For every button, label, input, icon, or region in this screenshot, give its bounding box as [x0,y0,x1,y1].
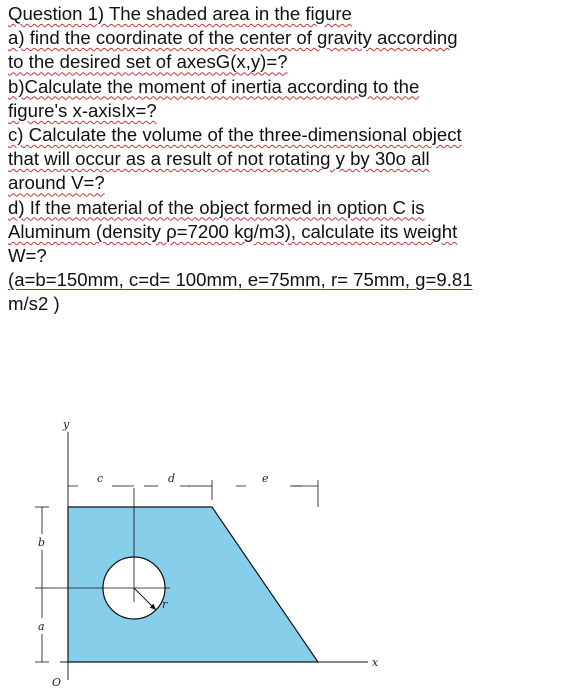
x-axis-label: x [372,656,379,669]
question-text [8,2,558,317]
question-line-5: figure's x-axisIx=? [8,99,157,121]
question-line-6: c) Calculate the volume of the three-dimensional object [8,124,462,146]
question-line-10: Aluminum (density ρ=7200 kg/m3), calculate its weight [8,220,458,242]
question-line-12: (a=b=150mm, c=d= 100mm, e=75mm, r= 75mm, g=9.81 [8,269,473,291]
question-line-13: m/s2 ) [8,293,60,315]
dim-e-label: e [262,472,269,485]
question-line-3: to the desired set of axesG(x,y)=? [8,51,288,73]
question-line-1: Question 1) The shaded area in the figure [8,3,352,24]
question-line-8: around V=? [8,172,105,194]
radius-label: r [162,598,168,611]
question-line-7: that will occur as a result of not rotating y by 30o all [8,148,430,170]
dim-d-label: d [168,472,176,485]
question-line-9: d) If the material of the object formed in option C is [8,196,425,218]
dim-a-label: a [38,620,45,633]
question-line-2: a) find the coordinate of the center of gravity according [8,27,458,49]
dim-b-label: b [38,536,46,549]
origin-label: O [52,676,62,689]
question-line-4: b)Calculate the moment of inertia according to the [8,75,420,97]
dim-c-label: c [97,472,104,485]
question-line-11: W=? [8,245,47,267]
shaded-area-figure [0,410,564,700]
y-axis-label: y [63,418,70,431]
